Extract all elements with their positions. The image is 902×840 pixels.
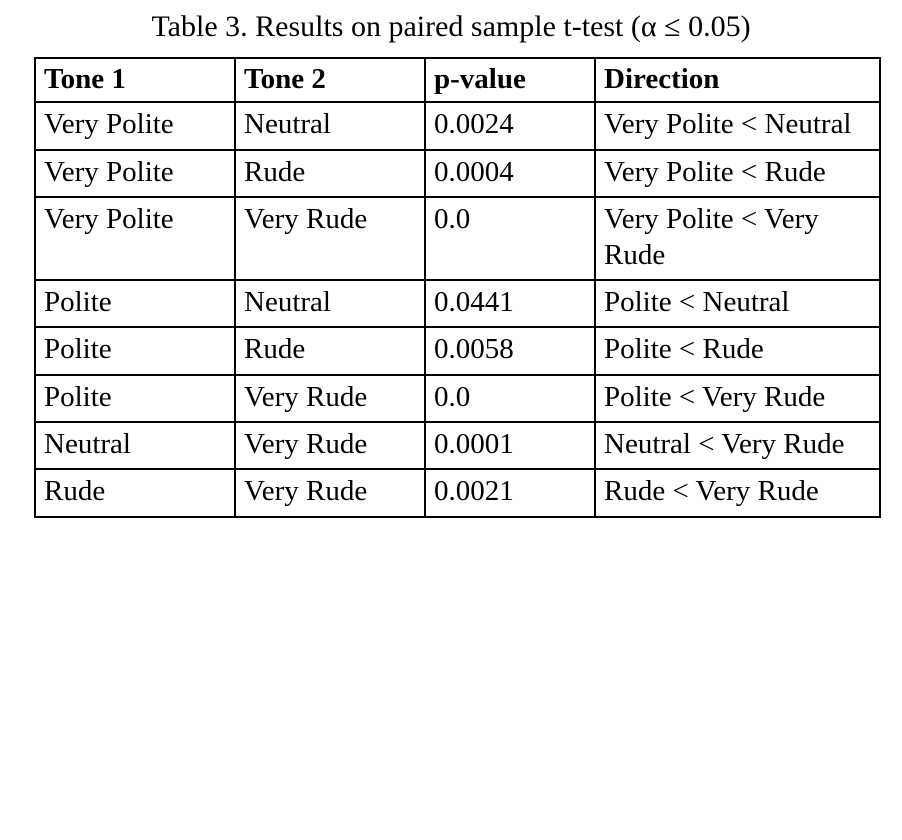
table-caption: Table 3. Results on paired sample t-test (α ≤ 0.05) bbox=[151, 10, 751, 43]
cell-tone1: Polite bbox=[35, 280, 235, 327]
cell-tone1: Rude bbox=[35, 469, 235, 516]
table-row bbox=[35, 422, 880, 469]
column-header-pvalue: p-value bbox=[425, 58, 595, 102]
cell-tone2: Neutral bbox=[235, 102, 425, 149]
column-header-tone1: Tone 1 bbox=[35, 58, 235, 102]
cell-direction: Rude < Very Rude bbox=[595, 469, 880, 516]
cell-tone1: Very Polite bbox=[35, 150, 235, 197]
cell-tone2: Rude bbox=[235, 327, 425, 374]
cell-direction: Neutral < Very Rude bbox=[595, 422, 880, 469]
cell-pvalue: 0.0001 bbox=[425, 422, 595, 469]
cell-tone2: Neutral bbox=[235, 280, 425, 327]
cell-direction: Very Polite < Very Rude bbox=[595, 197, 880, 280]
cell-tone2: Rude bbox=[235, 150, 425, 197]
cell-tone2: Very Rude bbox=[235, 422, 425, 469]
cell-pvalue: 0.0004 bbox=[425, 150, 595, 197]
cell-tone2: Very Rude bbox=[235, 375, 425, 422]
cell-pvalue: 0.0 bbox=[425, 197, 595, 280]
cell-pvalue: 0.0058 bbox=[425, 327, 595, 374]
table-row bbox=[35, 280, 880, 327]
cell-direction: Very Polite < Rude bbox=[595, 150, 880, 197]
results-table bbox=[34, 57, 881, 518]
table-row bbox=[35, 102, 880, 149]
column-header-direction: Direction bbox=[595, 58, 880, 102]
cell-tone2: Very Rude bbox=[235, 469, 425, 516]
cell-tone1: Neutral bbox=[35, 422, 235, 469]
cell-direction: Polite < Rude bbox=[595, 327, 880, 374]
table-row bbox=[35, 375, 880, 422]
table-header bbox=[35, 58, 880, 102]
table-header-row bbox=[35, 58, 880, 102]
table-row bbox=[35, 469, 880, 516]
table-body bbox=[35, 102, 880, 516]
table-row bbox=[35, 327, 880, 374]
cell-pvalue: 0.0024 bbox=[425, 102, 595, 149]
cell-tone1: Polite bbox=[35, 375, 235, 422]
cell-direction: Polite < Neutral bbox=[595, 280, 880, 327]
cell-tone1: Very Polite bbox=[35, 197, 235, 280]
column-header-tone2: Tone 2 bbox=[235, 58, 425, 102]
cell-pvalue: 0.0 bbox=[425, 375, 595, 422]
table-row bbox=[35, 197, 880, 280]
cell-tone2: Very Rude bbox=[235, 197, 425, 280]
table-row bbox=[35, 150, 880, 197]
cell-tone1: Very Polite bbox=[35, 102, 235, 149]
cell-tone1: Polite bbox=[35, 327, 235, 374]
cell-pvalue: 0.0441 bbox=[425, 280, 595, 327]
table-container bbox=[34, 57, 868, 518]
cell-pvalue: 0.0021 bbox=[425, 469, 595, 516]
cell-direction: Very Polite < Neutral bbox=[595, 102, 880, 149]
cell-direction: Polite < Very Rude bbox=[595, 375, 880, 422]
